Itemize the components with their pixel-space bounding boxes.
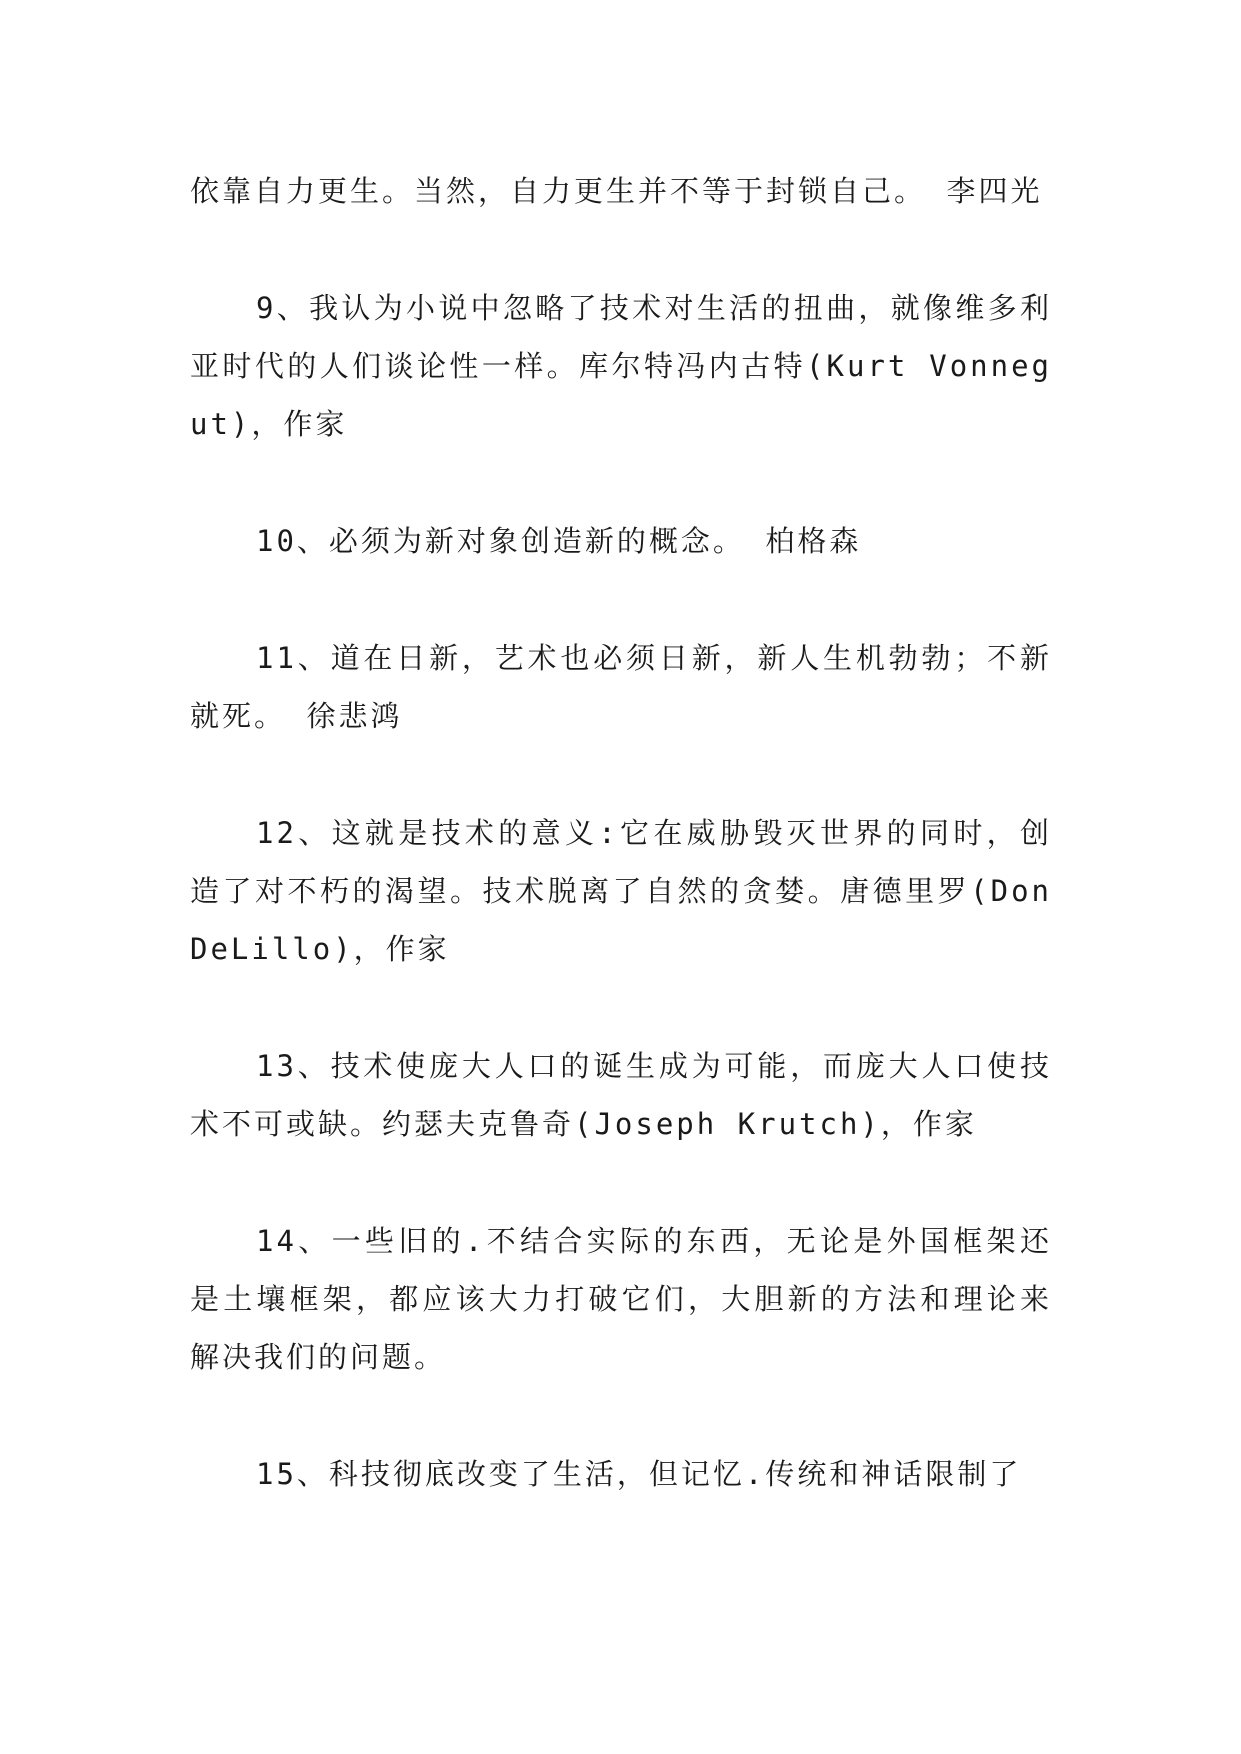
quote-10: 10、必须为新对象创造新的概念。 柏格森 (256, 524, 862, 558)
quote-14: 14、一些旧的.不结合实际的东西，无论是外国框架还是土壤框架，都应该大力打破它们，大胆新的方法和理论来解决我们的问题。 (190, 1224, 1052, 1374)
paragraph-continuation: 依靠自力更生。当然，自力更生并不等于封锁自己。 李四光 (190, 174, 1043, 208)
document-body (190, 162, 1052, 1562)
quote-13: 13、技术使庞大人口的诞生成为可能，而庞大人口使技术不可或缺。约瑟夫克鲁奇(Joseph Krutch)，作家 (190, 1049, 1052, 1141)
quote-12: 12、这就是技术的意义:它在威胁毁灭世界的同时，创造了对不朽的渴望。技术脱离了自然的贪婪。唐德里罗(Don DeLillo)，作家 (190, 816, 1052, 966)
quote-9: 9、我认为小说中忽略了技术对生活的扭曲，就像维多利亚时代的人们谈论性一样。库尔特冯内古特(Kurt Vonnegut)，作家 (190, 291, 1052, 441)
quote-11: 11、道在日新，艺术也必须日新，新人生机勃勃；不新就死。 徐悲鸿 (190, 641, 1052, 733)
quote-15: 15、科技彻底改变了生活，但记忆.传统和神话限制了 (256, 1457, 1022, 1491)
